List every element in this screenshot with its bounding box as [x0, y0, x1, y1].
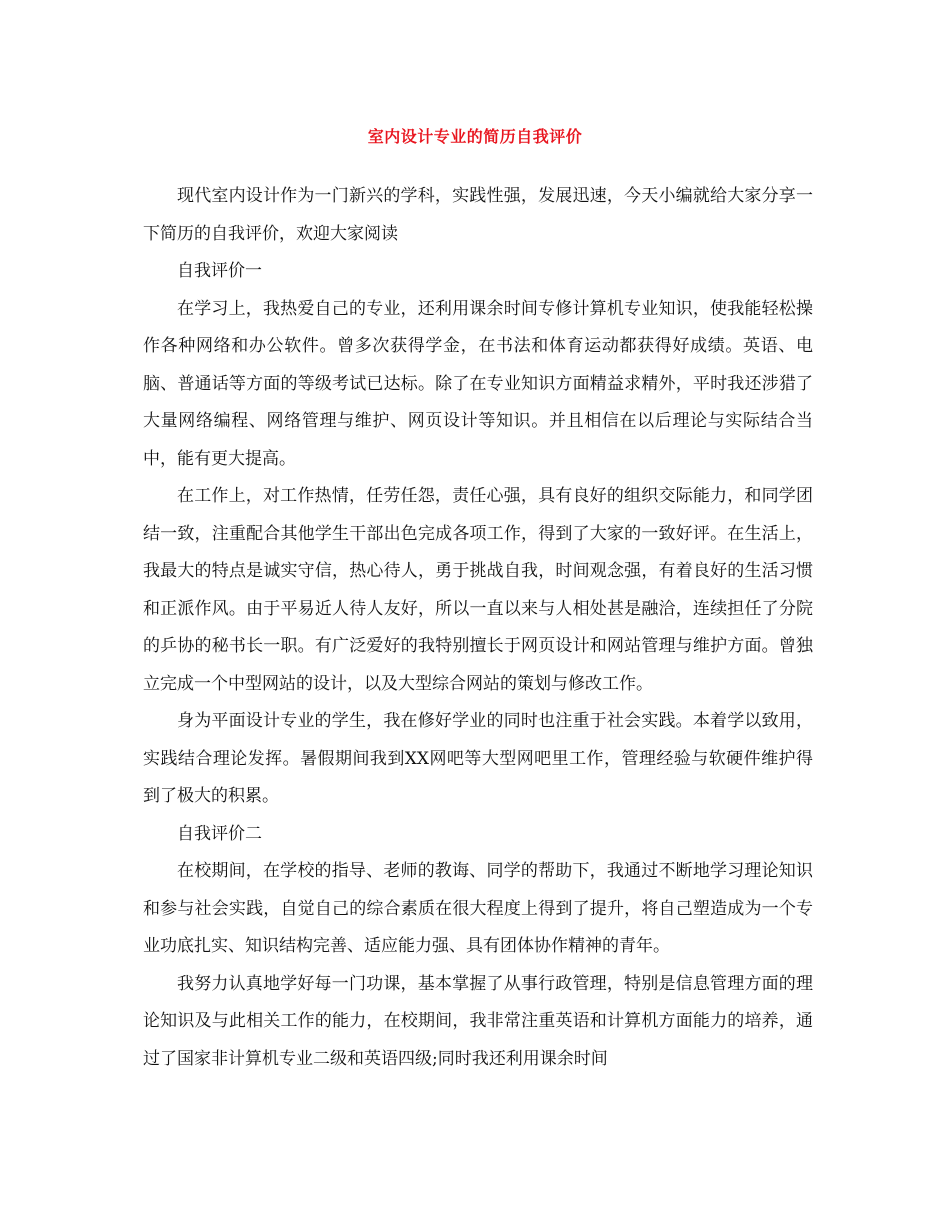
body-paragraph: 在校期间，在学校的指导、老师的教诲、同学的帮助下，我通过不断地学习理论知识和参与社会实践，自觉自己的综合素质在很大程度上得到了提升，将自己塑造成为一个专业功底扎实、知识结构完善、适应能力强、具有团体协作精神的青年。 [143, 861, 813, 956]
body-paragraph: 在学习上，我热爱自己的专业，还利用课余时间专修计算机专业知识，使我能轻松操作各种网络和办公软件。曾多次获得学金，在书法和体育运动都获得好成绩。英语、电脑、普通话等方面的等级考试已达标。除了在专业知识方面精益求精外，平时我还涉猎了大量网络编程、网络管理与维护、网页设计等知识。并且相信在以后理论与实际结合当中，能有更大提高。 [143, 298, 813, 469]
document-title: 室内设计专业的简历自我评价 [367, 127, 583, 146]
body-paragraph: 我努力认真地学好每一门功课，基本掌握了从事行政管理，特别是信息管理方面的理论知识及与此相关工作的能力，在校期间，我非常注重英语和计算机方面能力的培养，通过了国家非计算机专业二级和英语四级;同时我还利用课余时间 [143, 973, 813, 1069]
document-body [143, 178, 813, 1078]
section-heading-2: 自我评价二 [177, 823, 262, 844]
intro-paragraph: 现代室内设计作为一门新兴的学科，实践性强，发展迅速，今天小编就给大家分享一下简历的自我评价，欢迎大家阅读 [143, 186, 813, 244]
body-paragraph: 身为平面设计专业的学生，我在修好学业的同时也注重于社会实践。本着学以致用，实践结合理论发挥。暑假期间我到XX网吧等大型网吧里工作，管理经验与软硬件维护得到了极大的积累。 [143, 711, 813, 806]
section-heading-1: 自我评价一 [177, 261, 262, 281]
body-paragraph: 在工作上，对工作热情，任劳任怨，责任心强，具有良好的组织交际能力，和同学团结一致，注重配合其他学生干部出色完成各项工作，得到了大家的一致好评。在生活上，我最大的特点是诚实守信，热心待人，勇于挑战自我，时间观念强，有着良好的生活习惯和正派作风。由于平易近人待人友好，所以一直以来与人相处甚是融洽，连续担任了分院的乒协的秘书长一职。有广泛爱好的我特别擅长于网页设计和网站管理与维护方面。曾独立完成一个中型网站的设计，以及大型综合网站的策划与修改工作。 [143, 486, 813, 694]
